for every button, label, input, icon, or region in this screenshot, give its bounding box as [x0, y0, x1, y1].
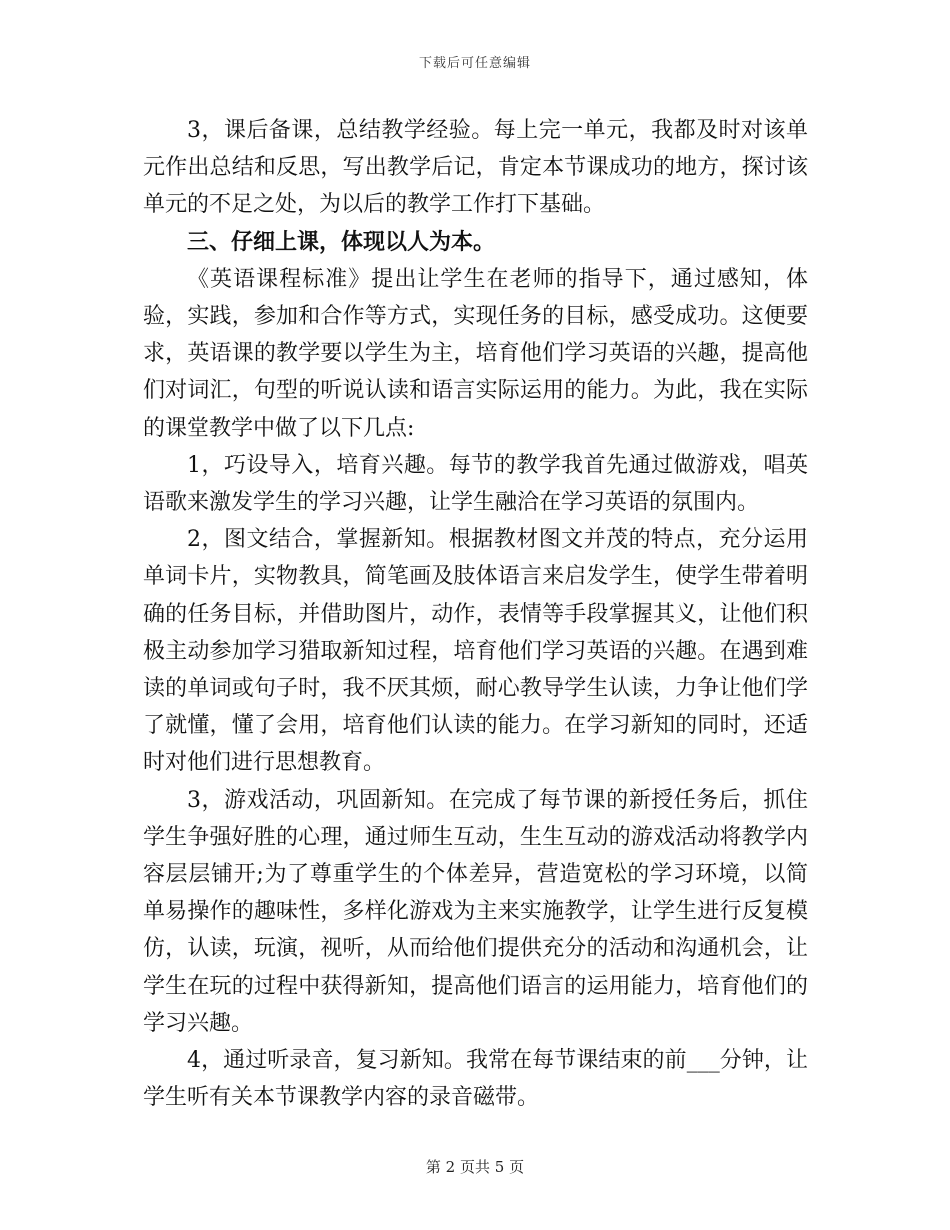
section-heading-careful-teaching: 三、仔细上课，体现以人为本。	[187, 228, 496, 255]
page-number-footer: 第 2 页共 5 页	[425, 1158, 525, 1176]
paragraph-listening-review: 4，通过听录音，复习新知。我常在每节课结束的前___分钟，让学生听有关本节课教学内容的录音磁带。	[143, 1048, 808, 1111]
paragraph-game-activities: 3，游戏活动，巩固新知。在完成了每节课的新授任务后，抓住学生争强好胜的心理，通过师生互动，生生互动的游戏活动将教学内容层层铺开;为了尊重学生的个体差异，营造宽松的学习环境，以简单易操作的趣味性，多样化游戏为主来实施教学，让学生进行反复模仿，认读，玩演，视听，从而给他们提供充分的活动和沟通机会，让学生在玩的过程中获得新知，提高他们语言的运用能力，培育他们的学习兴趣。	[143, 787, 808, 1036]
document-body	[143, 112, 808, 1116]
paragraph-after-class-prep: 3，课后备课，总结教学经验。每上完一单元，我都及时对该单元作出总结和反思，写出教学后记，肯定本节课成功的地方，探讨该单元的不足之处，为以后的教学工作打下基础。	[143, 118, 808, 218]
page-header: 下载后可任意编辑	[418, 56, 531, 71]
paragraph-curriculum-standard: 《英语课程标准》提出让学生在老师的指导下，通过感知，体验，实践，参加和合作等方式，实现任务的目标，感受成功。这便要求，英语课的教学要以学生为主，培育他们学习英语的兴趣，提高他们对词汇，句型的听说认读和语言实际运用的能力。为此，我在实际的课堂教学中做了以下几点:	[143, 266, 808, 441]
paragraph-lesson-introduction: 1，巧设导入，培育兴趣。每节的教学我首先通过做游戏，唱英语歌来激发学生的学习兴趣，让学生融洽在学习英语的氛围内。	[143, 452, 808, 516]
paragraph-image-text-combination: 2，图文结合，掌握新知。根据教材图文并茂的特点，充分运用单词卡片，实物教具，简笔画及肢体语言来启发学生，使学生带着明确的任务目标，并借助图片，动作，表情等手段掌握其义，让他们积极主动参加学习猎取新知过程，培育他们学习英语的兴趣。在遇到难读的单词或句子时，我不厌其烦，耐心教导学生认读，力争让他们学了就懂，懂了会用，培育他们认读的能力。在学习新知的同时，还适时对他们进行思想教育。	[143, 527, 808, 776]
